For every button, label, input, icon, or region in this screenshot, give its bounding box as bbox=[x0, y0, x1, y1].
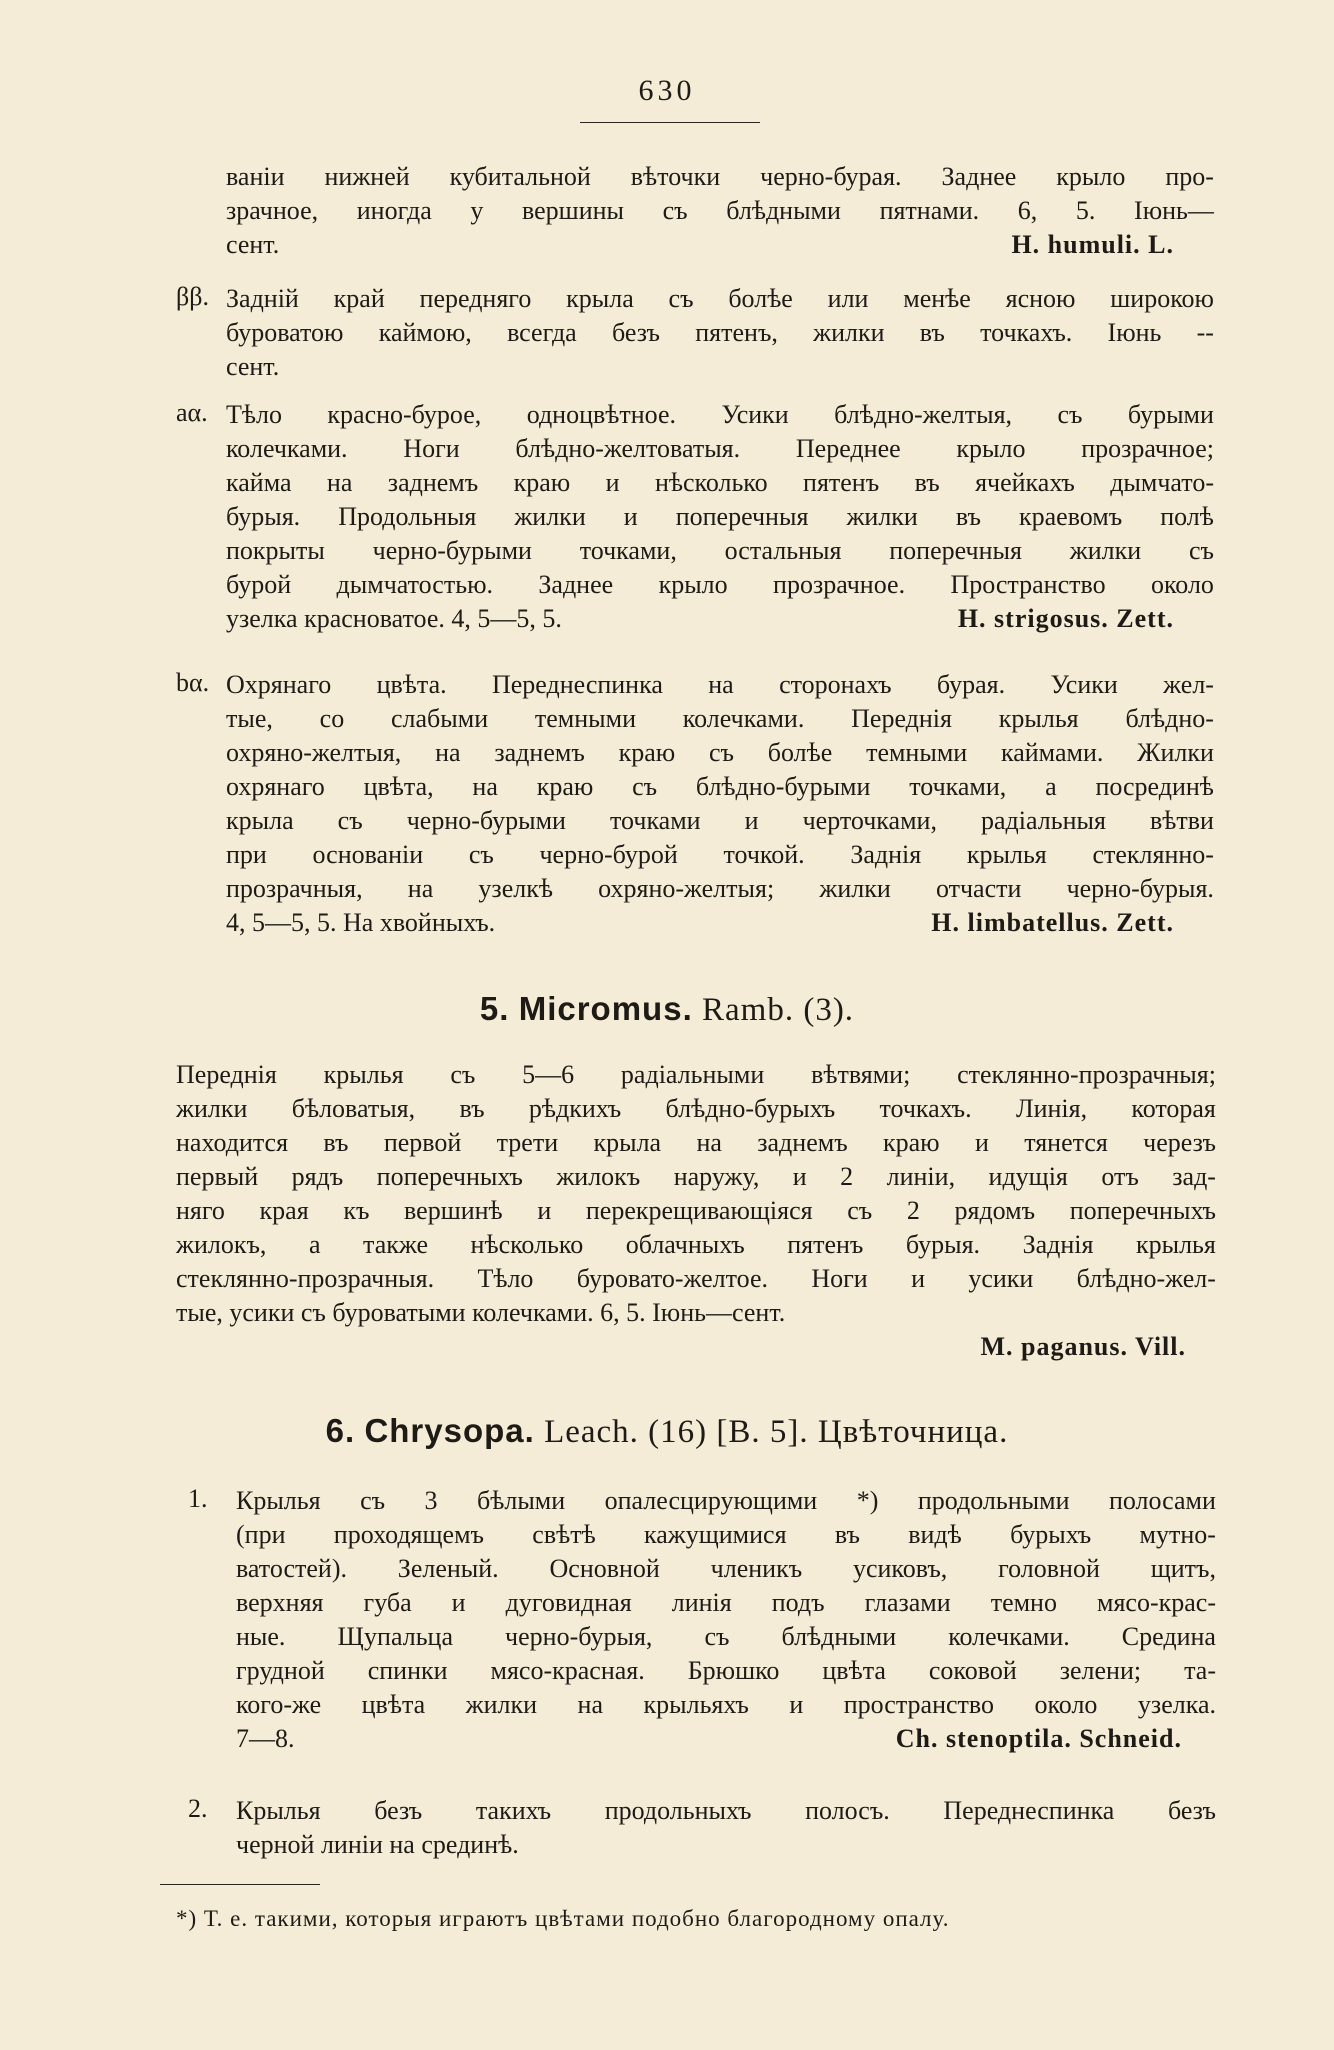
header-rule bbox=[580, 122, 760, 123]
species-name: M. paganus. Vill. bbox=[980, 1332, 1186, 1361]
species-name: H. limbatellus. Zett. bbox=[931, 908, 1174, 937]
key-marker: aα. bbox=[176, 398, 208, 427]
text-line: Задній край передняго крыла съ болѣе или менѣе ясною широкою bbox=[226, 284, 1214, 313]
text-line: первый рядъ поперечныхъ жилокъ наружу, и 2 линіи, идущія отъ зад- bbox=[176, 1162, 1216, 1191]
text-line: ваніи нижней кубитальной вѣточки черно-бурая. Заднее крыло про- bbox=[226, 162, 1214, 191]
text-line: при основаніи съ черно-бурой точкой. Заднія крылья стеклянно- bbox=[226, 840, 1214, 869]
genus-heading-micromus bbox=[0, 990, 1334, 1029]
text-line: сент. bbox=[226, 230, 280, 259]
key-item-1 bbox=[236, 1484, 1216, 1756]
text-line: зрачное, иногда у вершины съ блѣдными пятнами. 6, 5. Іюнь— bbox=[226, 196, 1214, 225]
text-line: бурыя. Продольныя жилки и поперечныя жилки въ краевомъ полѣ bbox=[226, 502, 1214, 531]
text-line: прозрачныя, на узелкѣ охряно-желтыя; жилки отчасти черно-бурыя. bbox=[226, 874, 1214, 903]
species-name: H. humuli. L. bbox=[1011, 230, 1174, 259]
key-paragraph-ba bbox=[226, 668, 1214, 940]
text-line: черной линіи на срединѣ. bbox=[236, 1830, 519, 1859]
heading-author: Ramb. (3). bbox=[702, 992, 855, 1028]
text-line: узелка красноватое. 4, 5—5, 5. bbox=[226, 604, 562, 633]
species-name: H. strigosus. Zett. bbox=[957, 604, 1174, 633]
text-line: сент. bbox=[226, 352, 280, 381]
text-line: буроватою каймою, всегда безъ пятенъ, жилки въ точкахъ. Іюнь -- bbox=[226, 318, 1214, 347]
text-line: колечками. Ноги блѣдно-желтоватыя. Переднее крыло прозрачное; bbox=[226, 434, 1214, 463]
text-line: ные. Щупальца черно-бурыя, съ блѣдными колечками. Средина bbox=[236, 1622, 1216, 1651]
text-line: охрянаго цвѣта, на краю съ блѣдно-бурыми точками, а посрединѣ bbox=[226, 772, 1214, 801]
text-line: кайма на заднемъ краю и нѣсколько пятенъ въ ячейкахъ дымчато- bbox=[226, 468, 1214, 497]
micromus-paragraph bbox=[176, 1058, 1216, 1364]
key-marker: ββ. bbox=[176, 282, 209, 311]
heading-number: 5. bbox=[479, 990, 510, 1027]
text-line: верхняя губа и дуговидная линія подъ глазами темно мясо-крас- bbox=[236, 1588, 1216, 1617]
key-marker: bα. bbox=[176, 668, 210, 697]
text-line: Крылья безъ такихъ продольныхъ полосъ. Переднеспинка безъ bbox=[236, 1796, 1216, 1825]
item-number: 2. bbox=[188, 1794, 208, 1823]
text-line: жилокъ, а также нѣсколько облачныхъ пятенъ бурыя. Заднія крылья bbox=[176, 1230, 1216, 1259]
text-line: Охрянаго цвѣта. Переднеспинка на сторонахъ бурая. Усики жел- bbox=[226, 670, 1214, 699]
heading-genus: Micromus. bbox=[518, 990, 693, 1027]
heading-author: Leach. (16) [B. 5]. Цвѣточница. bbox=[544, 1414, 1009, 1450]
continuation-paragraph bbox=[226, 160, 1214, 262]
text-line: бурой дымчатостью. Заднее крыло прозрачное. Пространство около bbox=[226, 570, 1214, 599]
text-line: Крылья съ 3 бѣлыми опалесцирующими *) продольными полосами bbox=[236, 1486, 1216, 1515]
text-line: Переднія крылья съ 5—6 радіальными вѣтвями; стеклянно-прозрачныя; bbox=[176, 1060, 1216, 1089]
key-paragraph-aa bbox=[226, 398, 1214, 636]
species-name: Ch. stenoptila. Schneid. bbox=[895, 1724, 1182, 1753]
text-line: тые, со слабыми темными колечками. Переднія крылья блѣдно- bbox=[226, 704, 1214, 733]
text-line: Тѣло красно-бурое, одноцвѣтное. Усики блѣдно-желтыя, съ бурыми bbox=[226, 400, 1214, 429]
text-line: жилки бѣловатыя, въ рѣдкихъ блѣдно-бурыхъ точкахъ. Линія, которая bbox=[176, 1094, 1216, 1123]
text-line: покрыты черно-бурыми точками, остальныя поперечныя жилки съ bbox=[226, 536, 1214, 565]
text-line: тые, усики съ буроватыми колечками. 6, 5. Іюнь—сент. bbox=[176, 1298, 786, 1327]
text-line: кого-же цвѣта жилки на крыльяхъ и пространство около узелка. bbox=[236, 1690, 1216, 1719]
text-line: ватостей). Зеленый. Основной членикъ усиковъ, головной щитъ, bbox=[236, 1554, 1216, 1583]
text-line: няго края къ вершинѣ и перекрещивающіяся съ 2 рядомъ поперечныхъ bbox=[176, 1196, 1216, 1225]
key-item-2 bbox=[236, 1794, 1216, 1862]
genus-heading-chrysopa bbox=[0, 1412, 1334, 1451]
text-line: стеклянно-прозрачныя. Тѣло буровато-желтое. Ноги и усики блѣдно-жел- bbox=[176, 1264, 1216, 1293]
text-line: (при проходящемъ свѣтѣ кажущимися въ видѣ бурыхъ мутно- bbox=[236, 1520, 1216, 1549]
heading-number: 6. bbox=[325, 1412, 356, 1449]
text-line: охряно-желтыя, на заднемъ краю съ болѣе темными каймами. Жилки bbox=[226, 738, 1214, 767]
text-line: находится въ первой трети крыла на заднемъ краю и тянется черезъ bbox=[176, 1128, 1216, 1157]
key-paragraph-bb bbox=[226, 282, 1214, 384]
page-number: 630 bbox=[638, 74, 696, 107]
footnote-rule bbox=[160, 1884, 320, 1885]
item-number: 1. bbox=[188, 1484, 208, 1513]
footnote: *) Т. е. такими, которыя играютъ цвѣтами подобно благородному опалу. bbox=[176, 1906, 950, 1931]
text-line: 7—8. bbox=[236, 1724, 295, 1753]
text-line: 4, 5—5, 5. На хвойныхъ. bbox=[226, 908, 496, 937]
heading-genus: Chrysopa. bbox=[364, 1412, 535, 1449]
text-line: грудной спинки мясо-красная. Брюшко цвѣта соковой зелени; та- bbox=[236, 1656, 1216, 1685]
text-line: крыла съ черно-бурыми точками и черточками, радіальныя вѣтви bbox=[226, 806, 1214, 835]
